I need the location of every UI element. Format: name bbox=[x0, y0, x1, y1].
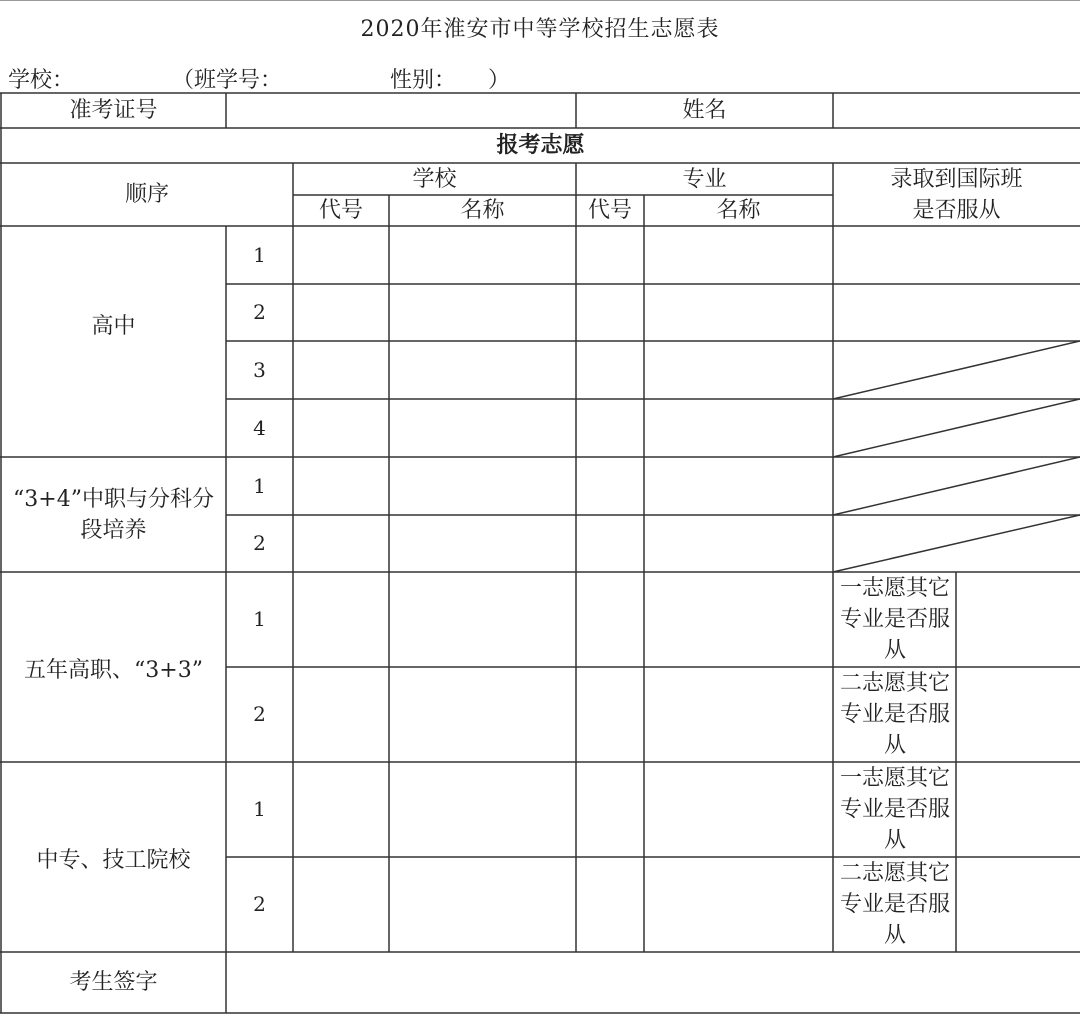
name-label: 姓名 bbox=[682, 98, 727, 123]
row-number: 1 bbox=[253, 607, 266, 631]
obey-note-second: 二志愿其它专业是否服从 bbox=[839, 861, 950, 948]
form-title: 2020年淮安市中等学校招生志愿表 bbox=[360, 17, 720, 42]
intl-class-header-line1: 录取到国际班 bbox=[890, 166, 1023, 192]
obey-note-second: 二志愿其它专业是否服从 bbox=[839, 671, 950, 758]
name-field[interactable] bbox=[833, 93, 1080, 128]
school-code-header: 代号 bbox=[318, 198, 363, 223]
major-header: 专业 bbox=[682, 166, 727, 192]
intl-class-header-line2: 是否服从 bbox=[912, 197, 1001, 223]
row-number: 1 bbox=[253, 797, 266, 821]
row-number: 2 bbox=[253, 531, 266, 555]
order-header: 顺序 bbox=[124, 182, 169, 207]
group-three-four: “3+4”中职与分科分段培养 bbox=[13, 486, 214, 543]
signature-field[interactable] bbox=[226, 952, 1080, 1013]
obey-note-first: 一志愿其它专业是否服从 bbox=[839, 766, 950, 853]
group-five-year: 五年高职、“3+3” bbox=[24, 657, 203, 683]
obey-note-first: 一志愿其它专业是否服从 bbox=[839, 576, 950, 663]
major-code-header: 代号 bbox=[587, 198, 632, 223]
section-title: 报考志愿 bbox=[496, 132, 585, 158]
exam-id-field[interactable] bbox=[226, 93, 576, 128]
school-label: 学校： bbox=[8, 68, 75, 93]
school-name-header: 名称 bbox=[460, 198, 505, 223]
group-high-school: 高中 bbox=[91, 314, 136, 339]
class-number-label: （班学号： bbox=[172, 68, 283, 93]
intl-class-header bbox=[833, 163, 1080, 226]
row-number: 2 bbox=[253, 300, 266, 324]
row-number: 1 bbox=[253, 473, 266, 498]
row-number: 2 bbox=[253, 702, 266, 726]
row-number: 3 bbox=[253, 357, 266, 382]
close-paren: ） bbox=[488, 68, 511, 93]
exam-id-label: 准考证号 bbox=[69, 98, 158, 123]
major-name-header: 名称 bbox=[716, 198, 761, 223]
row-number: 4 bbox=[253, 415, 266, 440]
signature-label: 考生签字 bbox=[69, 970, 158, 995]
group-technical: 中专、技工院校 bbox=[36, 847, 191, 873]
school-header: 学校 bbox=[412, 166, 457, 192]
gender-label: 性别： bbox=[390, 68, 457, 93]
row-number: 2 bbox=[253, 892, 266, 916]
row-number: 1 bbox=[253, 242, 266, 267]
